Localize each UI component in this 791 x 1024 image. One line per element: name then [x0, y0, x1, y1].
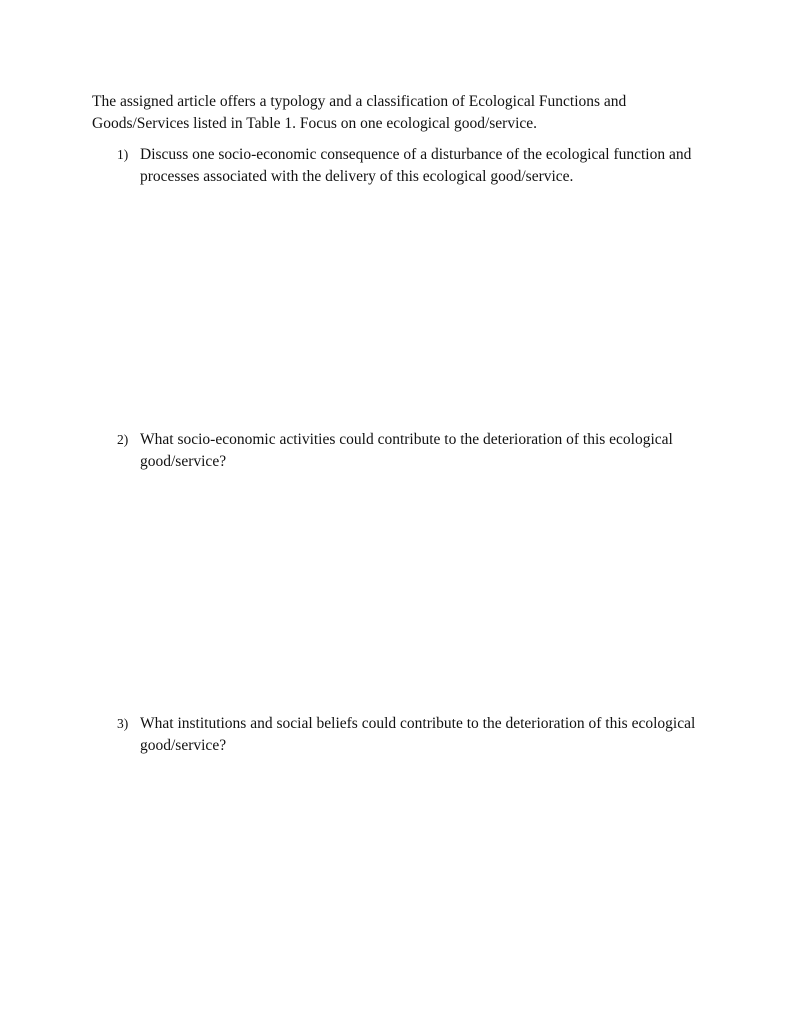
question-2-number: 2) [117, 432, 129, 447]
question-1-number: 1) [117, 147, 129, 162]
question-item-3 [117, 713, 705, 757]
question-item-1 [117, 144, 705, 188]
question-3-number: 3) [117, 716, 129, 731]
question-3-text: What institutions and social beliefs could contribute to the deterioration of this ecological good/service? [140, 715, 696, 754]
intro-paragraph: The assigned article offers a typology and a classification of Ecological Functions and Goods/Services listed in Table 1. Focus on one ecological good/service. [92, 93, 627, 132]
question-1-text: Discuss one socio-economic consequence of a disturbance of the ecological function and processes associated with the delivery of this ecological good/service. [140, 146, 692, 185]
question-item-2 [117, 429, 705, 473]
question-2-text: What socio-economic activities could contribute to the deterioration of this ecological good/service? [140, 431, 673, 470]
